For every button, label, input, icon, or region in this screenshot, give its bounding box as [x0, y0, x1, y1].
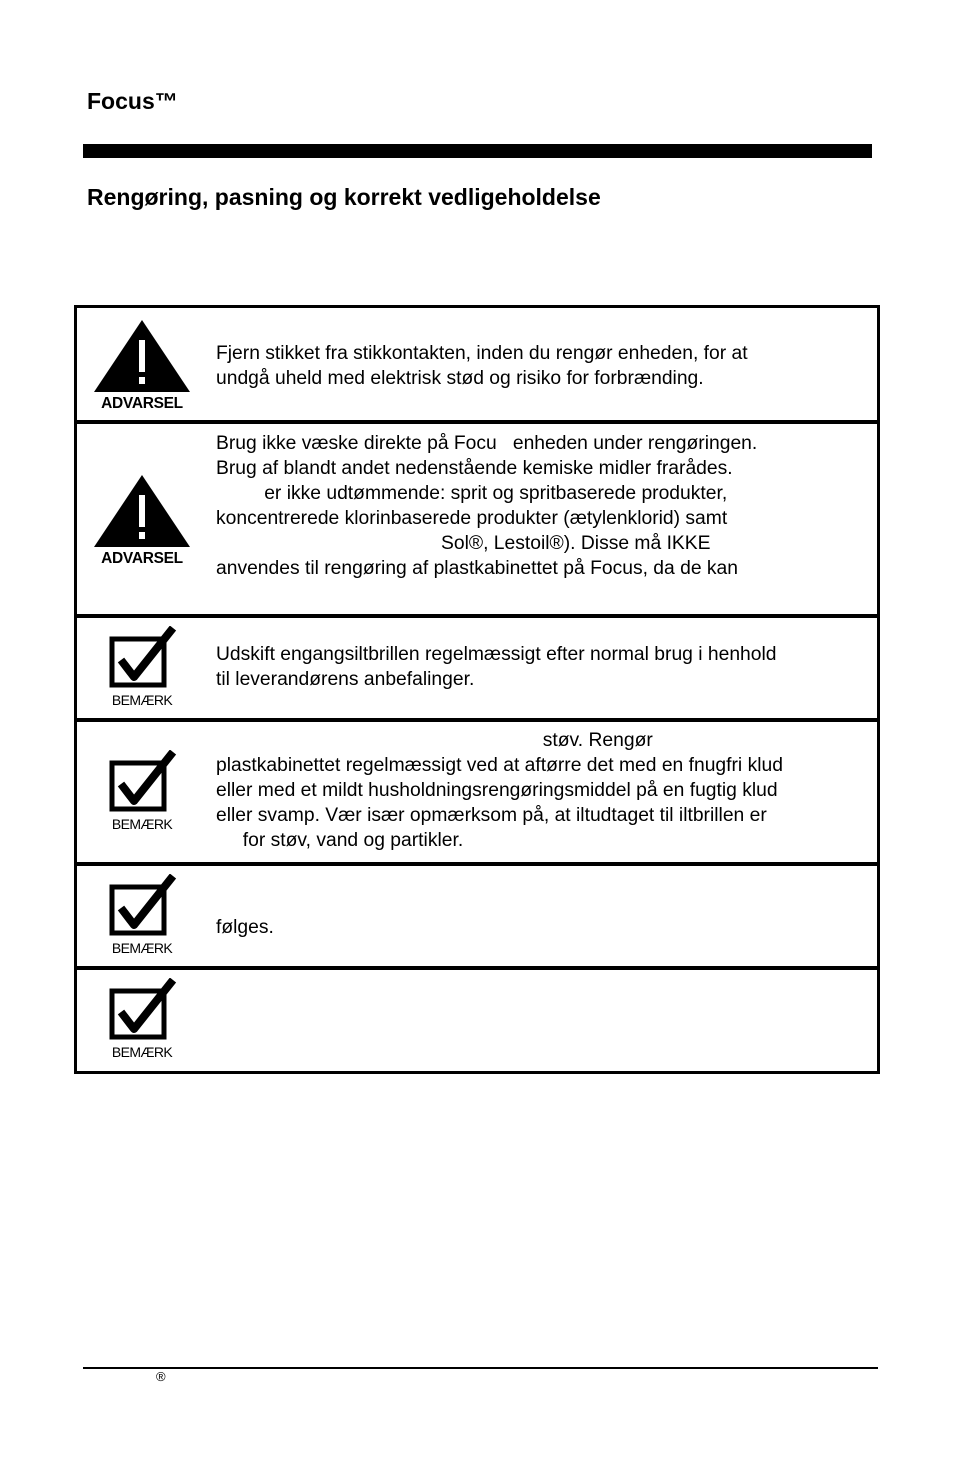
checkbox-check-icon	[107, 978, 177, 1047]
notice-text: Brug ikke væske direkte på Focu enheden under rengøringen. Brug af blandt andet nedenstående kemiske midler frarådes. er ikke udtømmende: sprit og spritbaserede produkter, koncentrerede klorinbaserede produkter (ætylenklorid) samt Sol®, Lestoil®). Disse må IKKE anvendes til rengøring af plastkabinettet på Focus, da de kan	[216, 433, 758, 579]
checkbox-check-icon	[107, 750, 177, 819]
notice-row-note	[77, 970, 877, 1071]
warning-triangle-icon	[92, 473, 192, 549]
warning-label: ADVARSEL	[101, 395, 183, 412]
brand-title: Focus™	[87, 88, 178, 114]
header-rule	[83, 144, 872, 158]
notice-text: støv. Rengør plastkabinettet regelmæssigt ved at aftørre det med en fnugfri klud eller med et mildt husholdningsrengøringsmiddel på en fugtig klud eller svamp. Vær især opmærksom på, at iltudtaget til iltbrillen er for støv, vand og partikler.	[216, 730, 783, 851]
note-label: BEMÆRK	[111, 816, 173, 832]
warning-icon-cell	[77, 424, 212, 614]
checkbox-check-icon	[107, 874, 177, 943]
checkbox-check-icon	[107, 626, 177, 695]
section-title: Rengøring, pasning og korrekt vedligeholdelse	[87, 184, 601, 210]
notice-row-warning	[77, 308, 877, 420]
notice-text: følges.	[216, 917, 274, 938]
notice-text: Udskift engangsiltbrillen regelmæssigt efter normal brug i henhold til leverandørens anbefalinger.	[216, 644, 777, 690]
footer-rule	[83, 1367, 878, 1369]
notice-row-note	[77, 866, 877, 966]
warning-icon-cell	[77, 308, 212, 420]
notice-row-note	[77, 618, 877, 718]
notice-row-warning	[77, 424, 877, 614]
notice-text: Fjern stikket fra stikkontakten, inden du rengør enheden, for at undgå uheld med elektrisk stød og risiko for forbrænding.	[216, 343, 748, 389]
warning-triangle-icon	[92, 318, 192, 394]
note-label: BEMÆRK	[111, 1044, 173, 1060]
note-icon-cell	[77, 866, 212, 966]
registered-mark: ®	[156, 1369, 166, 1384]
warning-label: ADVARSEL	[101, 550, 183, 567]
note-icon-cell	[77, 618, 212, 718]
note-icon-cell	[77, 970, 212, 1071]
note-label: BEMÆRK	[111, 692, 173, 708]
notice-row-note	[77, 722, 877, 862]
note-icon-cell	[77, 722, 212, 862]
notice-table	[74, 305, 880, 1074]
note-label: BEMÆRK	[111, 940, 173, 956]
